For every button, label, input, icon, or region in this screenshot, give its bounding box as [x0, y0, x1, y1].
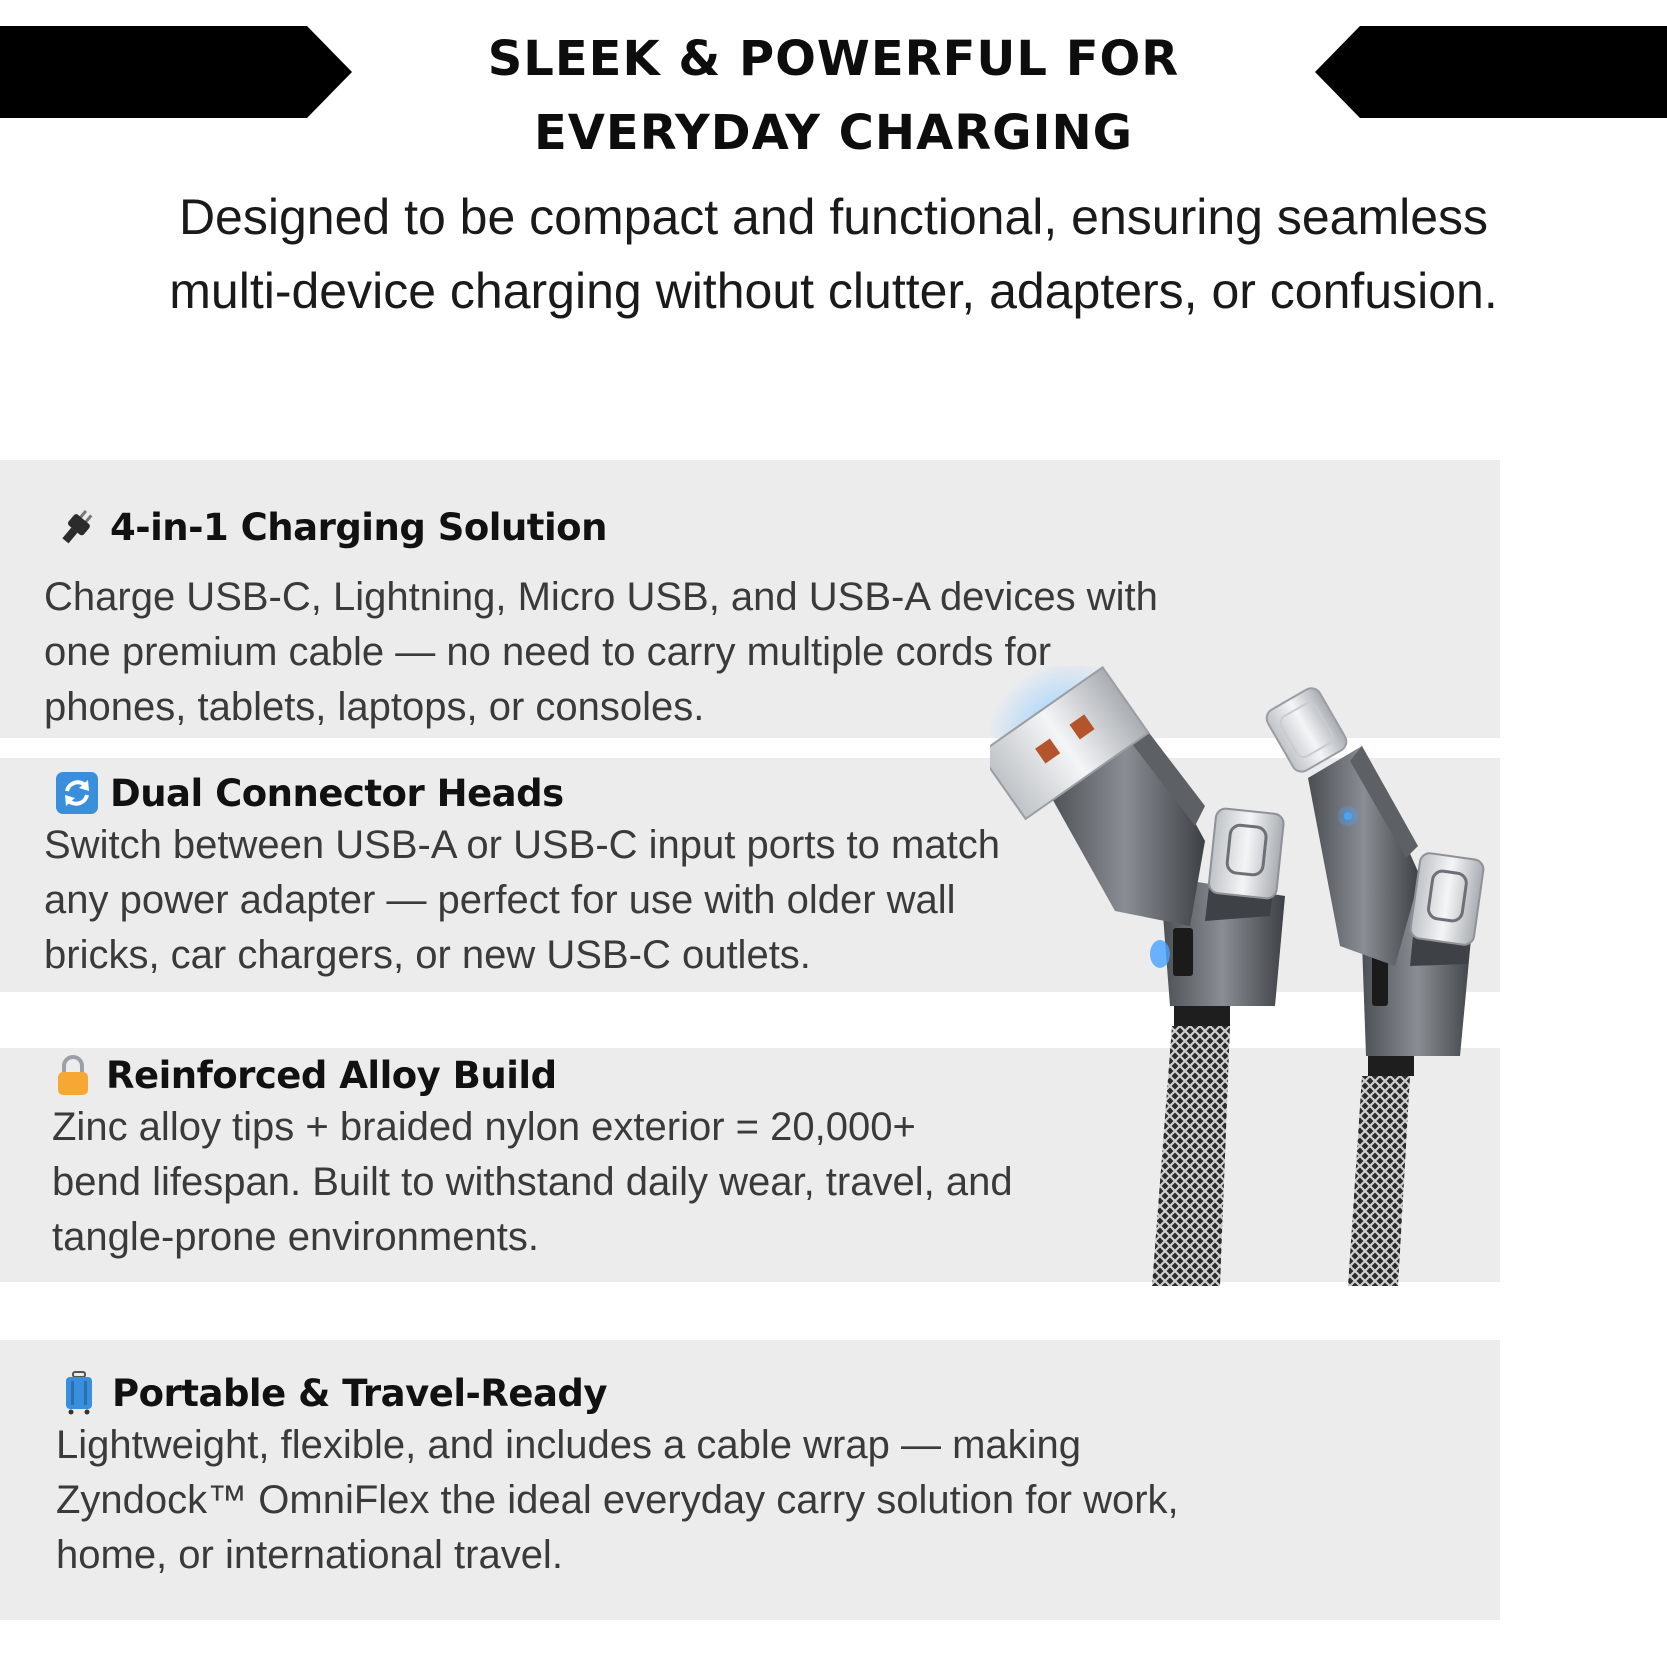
feature-description-line: one premium cable — no need to carry multiple cords for — [44, 630, 1052, 674]
plug-icon — [54, 504, 100, 550]
feature-description — [56, 1418, 1179, 1583]
feature-description-line: Zinc alloy tips + braided nylon exterior = 20,000+ — [52, 1105, 916, 1149]
feature-description-line: any power adapter — perfect for use with older wall — [44, 878, 956, 922]
right-cable — [1263, 685, 1485, 1286]
feature-title: Dual Connector Heads — [110, 771, 564, 815]
page-subtitle — [80, 180, 1587, 328]
page-subtitle-line-2: multi-device charging without clutter, adapters, or confusion. — [169, 263, 1498, 319]
luggage-icon — [56, 1370, 102, 1416]
left-banner-arrow — [0, 26, 352, 118]
feature-card-travel-ready — [0, 1340, 1500, 1620]
feature-title-row — [54, 504, 607, 550]
feature-description-line: bend lifespan. Built to withstand daily wear, travel, and — [52, 1160, 1013, 1204]
page-title-line-1: SLEEK & POWERFUL FOR — [487, 31, 1180, 87]
feature-description — [52, 1100, 1013, 1265]
page-title-line-2: EVERYDAY CHARGING — [533, 105, 1134, 161]
feature-title-row — [56, 1370, 607, 1416]
feature-title: 4-in-1 Charging Solution — [110, 505, 607, 549]
page-subtitle-line-1: Designed to be compact and functional, ensuring seamless — [178, 189, 1489, 245]
right-banner-arrow — [1315, 26, 1667, 118]
feature-description-line: Switch between USB-A or USB-C input ports to match — [44, 823, 1000, 867]
feature-description-line: Lightweight, flexible, and includes a cable wrap — making — [56, 1423, 1082, 1467]
feature-title: Portable & Travel-Ready — [112, 1371, 608, 1415]
feature-title: Reinforced Alloy Build — [106, 1053, 557, 1097]
page-title — [360, 22, 1307, 170]
feature-description-line: tangle-prone environments. — [52, 1215, 539, 1259]
feature-description-line: home, or international travel. — [56, 1533, 563, 1577]
feature-description — [44, 818, 1000, 983]
feature-description-line: phones, tablets, laptops, or consoles. — [44, 685, 705, 729]
feature-title-row — [54, 770, 564, 816]
feature-description-line: Zyndock™ OmniFlex the ideal everyday carry solution for work, — [56, 1478, 1179, 1522]
left-cable — [990, 666, 1285, 1286]
arrows-cycle-icon — [54, 770, 100, 816]
feature-description-line: bricks, car chargers, or new USB-C outlets. — [44, 933, 811, 977]
feature-title-row — [50, 1052, 557, 1098]
cable-product-image — [990, 666, 1610, 1286]
feature-description-line: Charge USB-C, Lightning, Micro USB, and USB-A devices with — [44, 575, 1158, 619]
lock-icon — [50, 1052, 96, 1098]
